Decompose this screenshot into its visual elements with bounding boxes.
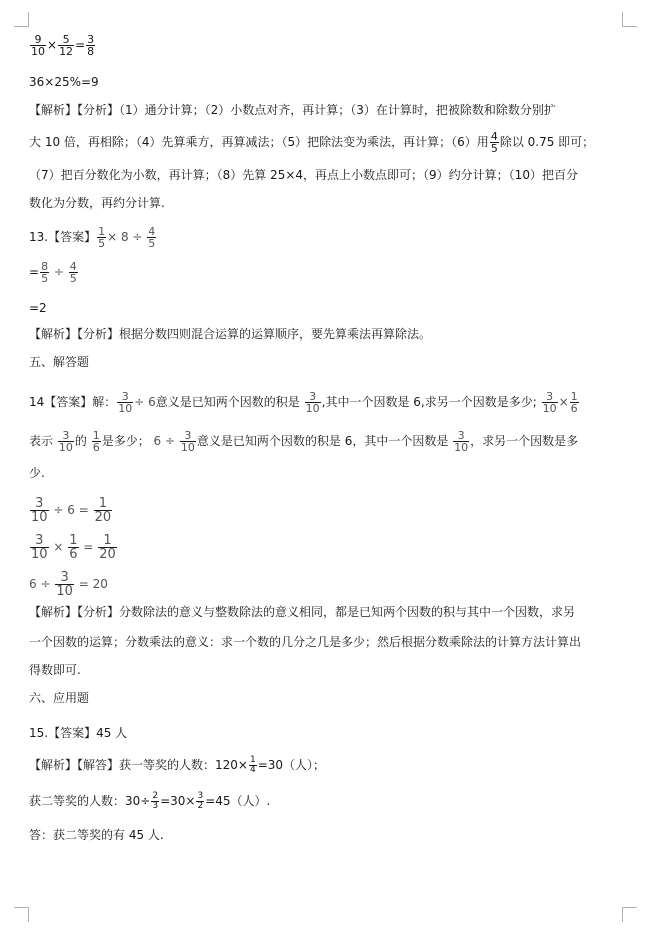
fraction: $\frac{5}{12}$ bbox=[59, 33, 74, 58]
fraction: $\frac{3}{8}$ bbox=[87, 33, 95, 58]
calc-line-1: $\frac{9}{10}$ × $\frac{5}{12}$ = $\frac{3}{8}$ bbox=[31, 33, 95, 58]
fraction: $\frac{3}{10}$ bbox=[542, 390, 557, 415]
q14-analysis-line-3: 得数即可. bbox=[29, 663, 81, 677]
q14-analysis-line-2: 一个因数的运算；分数乘法的意义：求一个数的几分之几是多少；然后根据分数乘除法的计算方法计算出 bbox=[29, 635, 582, 649]
fraction: $\frac{1}{20}$ bbox=[99, 533, 116, 562]
q14-equation-1: $\frac{3}{10}$ ÷ 6 = $\frac{1}{20}$ bbox=[31, 496, 112, 525]
fraction: $\frac{3}{2}$ bbox=[197, 791, 204, 811]
fraction: $\frac{3}{10}$ bbox=[31, 496, 48, 525]
fraction: $\frac{1}{20}$ bbox=[94, 496, 112, 525]
fraction: $\frac{9}{10}$ bbox=[31, 33, 45, 58]
fraction: $\frac{3}{10}$ bbox=[118, 390, 133, 415]
q14-answer-line-2: 表示 $\frac{3}{10}$ 的 $\frac{1}{6}$ 是多少； 6 ÷ $\frac{3}{10}$ 意义是已知两个因数的积是 6，其中一个因数是 $\frac{3}{10}$ ，求另一个因数是多 bbox=[29, 429, 579, 454]
q15-answer: 15.【答案】45 人 bbox=[29, 726, 128, 740]
calc-line-2: 36×25%=9 bbox=[29, 75, 99, 89]
analysis-line-4: 数化为分数，再约分计算. bbox=[29, 196, 165, 210]
fraction: $\frac{3}{10}$ bbox=[31, 533, 48, 562]
fraction: $\frac{2}{3}$ bbox=[152, 791, 159, 811]
q14-answer-line-1: 14【答案】解： $\frac{3}{10}$ ÷ 6意义是已知两个因数的积是 $\frac{3}{10}$ ,其中一个因数是 6,求另一个因数是多少; $\frac{3}{10}$ × $\frac{1}{6}$ bbox=[29, 390, 578, 415]
fraction: $\frac{1}{4}$ bbox=[249, 755, 256, 775]
q14-equation-3: 6 ÷ $\frac{3}{10}$ = 20 bbox=[29, 570, 108, 599]
fraction: $\frac{8}{5}$ bbox=[41, 260, 49, 285]
q13-result: =2 bbox=[29, 301, 47, 315]
analysis-line-2: 大 10 倍，再相除；（4）先算乘方，再算减法；（5）把除法变为乘法，再计算；（6）用 $\frac{4}{5}$ 除以 0.75 即可； bbox=[29, 130, 595, 155]
q14-answer-line-3: 少. bbox=[29, 466, 45, 480]
fraction: $\frac{3}{10}$ bbox=[454, 429, 469, 454]
q13-analysis: 【解析】【分析】根据分数四则混合运算的运算顺序，要先算乘法再算除法。 bbox=[29, 327, 432, 341]
q14-equation-2: $\frac{3}{10}$ × $\frac{1}{6}$ = $\frac{1}{20}$ bbox=[31, 533, 116, 562]
section-heading-5: 五、解答题 bbox=[29, 355, 90, 369]
analysis-line-3: （7）把百分数化为小数，再计算；（8）先算 25×4，再点上小数点即可；（9）约分计算；（10）把百分 bbox=[29, 168, 578, 182]
fraction: $\frac{4}{5}$ bbox=[490, 130, 498, 155]
fraction: $\frac{3}{10}$ bbox=[58, 429, 73, 454]
page-corner-top-right bbox=[622, 12, 637, 27]
q13-answer: 13.【答案】 $\frac{1}{5}$ × 8 ÷ $\frac{4}{5}$ bbox=[29, 225, 156, 250]
q13-step: = $\frac{8}{5}$ ÷ $\frac{4}{5}$ bbox=[29, 260, 77, 285]
fraction: $\frac{1}{6}$ bbox=[570, 390, 578, 415]
fraction: $\frac{4}{5}$ bbox=[148, 225, 156, 250]
page-corner-top-left bbox=[14, 12, 29, 27]
page-corner-bottom-right bbox=[622, 907, 637, 922]
fraction: $\frac{1}{5}$ bbox=[98, 225, 106, 250]
analysis-line-1: 【解析】【分析】（1）通分计算；（2）小数点对齐，再计算；（3）在计算时，把被除数和除数分别扩 bbox=[29, 103, 556, 117]
fraction: $\frac{3}{10}$ bbox=[56, 570, 73, 599]
q15-conclusion: 答：获二等奖的有 45 人. bbox=[29, 828, 164, 842]
page-corner-bottom-left bbox=[14, 907, 29, 922]
fraction: $\frac{3}{10}$ bbox=[180, 429, 195, 454]
section-heading-6: 六、应用题 bbox=[29, 691, 90, 705]
q15-solution-line-2: 获二等奖的人数：30÷ $\frac{2}{3}$ =30× $\frac{3}{2}$ =45（人）. bbox=[29, 791, 271, 811]
fraction: $\frac{4}{5}$ bbox=[69, 260, 77, 285]
fraction: $\frac{1}{6}$ bbox=[69, 533, 78, 562]
fraction: $\frac{1}{6}$ bbox=[92, 429, 100, 454]
fraction: $\frac{3}{10}$ bbox=[305, 390, 320, 415]
q14-analysis-line-1: 【解析】【分析】分数除法的意义与整数除法的意义相同，都是已知两个因数的积与其中一个因数，求另 bbox=[29, 605, 576, 619]
q15-solution-line-1: 【解析】【解答】获一等奖的人数：120× $\frac{1}{4}$ =30（人）； bbox=[29, 755, 326, 775]
